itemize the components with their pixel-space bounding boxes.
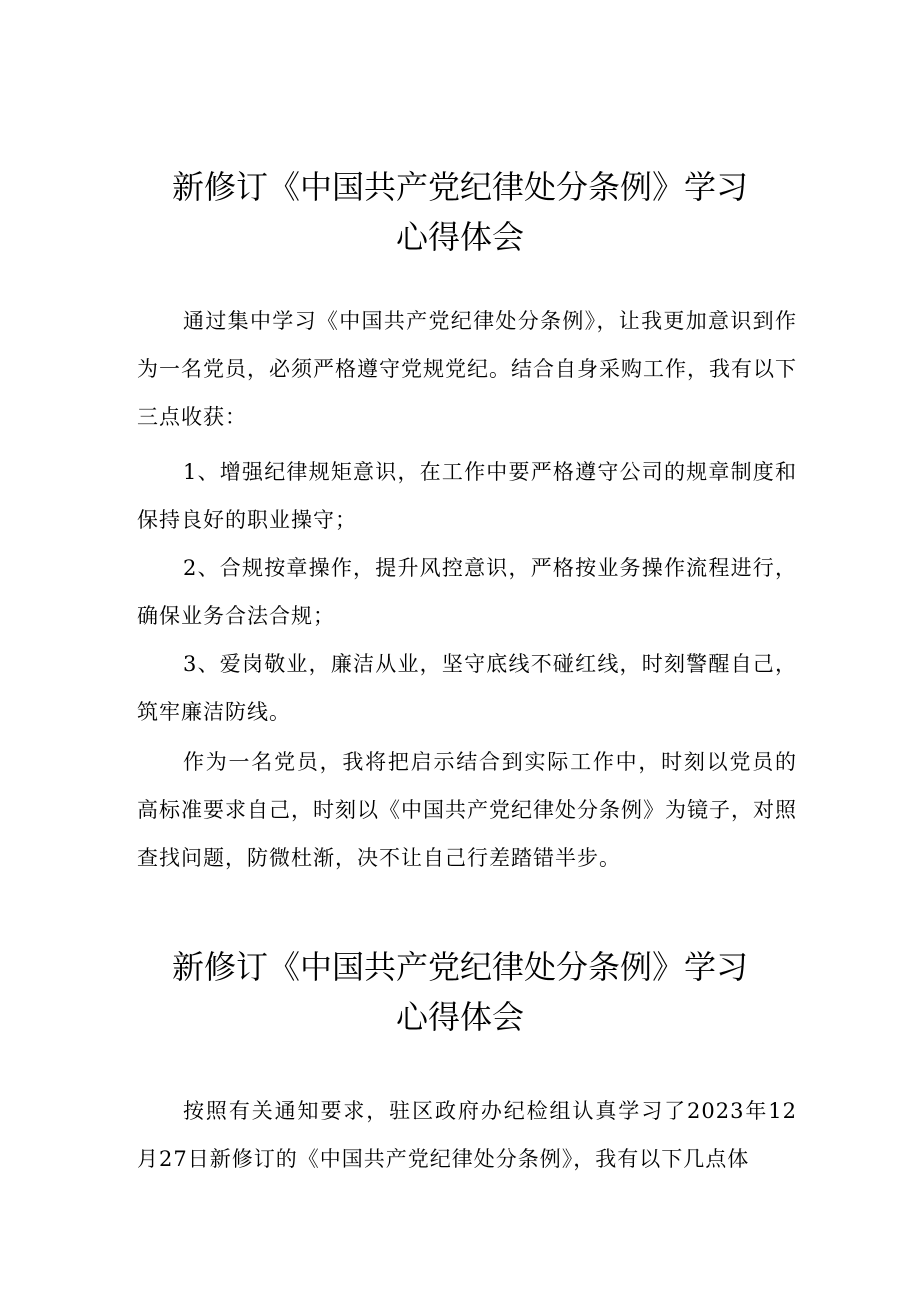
section-2-title-line-1: 新修订《中国共产党纪律处分条例》学习 bbox=[171, 948, 748, 986]
section-1-paragraph-point-3: 3、爱岗敬业，廉洁从业，坚守底线不碰红线，时刻警醒自己，筑牢廉洁防线。 bbox=[137, 652, 797, 724]
section-1-title-line-1: 新修订《中国共产党纪律处分条例》学习 bbox=[171, 168, 748, 206]
section-1-paragraph-intro: 通过集中学习《中国共产党纪律处分条例》，让我更加意识到作为一名党员，必须严格遵守党规党纪。结合自身采购工作，我有以下三点收获： bbox=[137, 309, 797, 429]
section-2-title-line-2: 心得体会 bbox=[395, 998, 524, 1036]
section-1-paragraph-point-2: 2、合规按章操作，提升风控意识，严格按业务操作流程进行，确保业务合法合规； bbox=[137, 556, 797, 628]
section-1-title bbox=[60, 162, 860, 262]
section-1-paragraph-point-1: 1、增强纪律规矩意识，在工作中要严格遵守公司的规章制度和保持良好的职业操守； bbox=[137, 460, 797, 532]
section-2-title bbox=[60, 942, 860, 1042]
section-2-paragraph-intro: 按照有关通知要求，驻区政府办纪检组认真学习了2023年12月27日新修订的《中国共产党纪律处分条例》，我有以下几点体 bbox=[137, 1099, 797, 1171]
section-1-paragraph-conclusion: 作为一名党员，我将把启示结合到实际工作中，时刻以党员的高标准要求自己，时刻以《中国共产党纪律处分条例》为镜子，对照查找问题，防微杜渐，决不让自己行差踏错半步。 bbox=[137, 750, 797, 870]
section-1-title-line-2: 心得体会 bbox=[395, 218, 524, 256]
